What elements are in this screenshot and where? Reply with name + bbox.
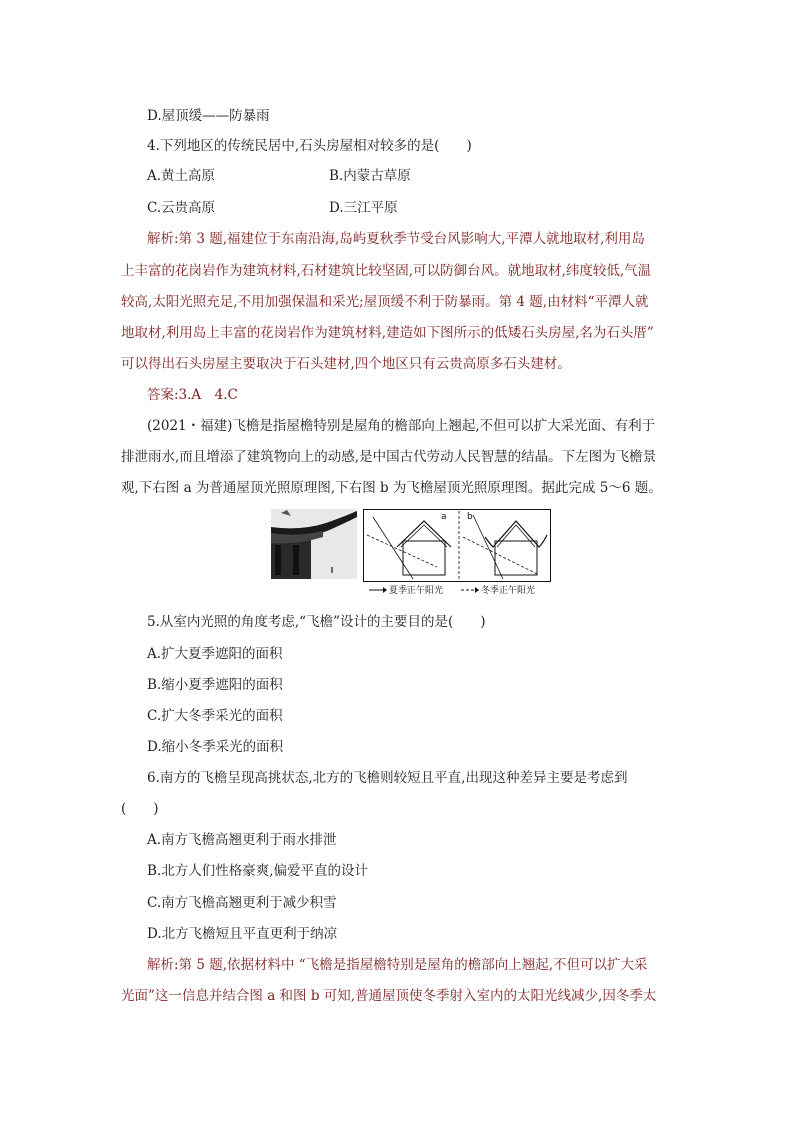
label-a: a xyxy=(441,512,447,522)
q5-option-a: A.扩大夏季遮阳的面积 xyxy=(147,646,283,662)
q4-option-c: C.云贵高原 xyxy=(147,200,216,216)
q5-option-b: B.缩小夏季遮阳的面积 xyxy=(147,677,283,693)
intro-line-1: (2021・福建)飞檐是指屋檐特别是屋角的檐部向上翘起,不但可以扩大采光面、有利于 xyxy=(147,418,656,434)
q4-option-b: B.内蒙古草原 xyxy=(329,168,411,184)
q4-stem: 4.下列地区的传统民居中,石头房屋相对较多的是( ) xyxy=(147,138,472,154)
intro-line-3: 观,下右图 a 为普通屋顶光照原理图,下右图 b 为飞檐屋顶光照原理图。据此完成 5～6 题。 xyxy=(121,480,662,496)
analysis-1-line-3: 较高,太阳光照充足,不用加强保温和采光;屋顶缓不利于防暴雨。第 4 题,由材料“平潭人就 xyxy=(121,294,649,310)
analysis-2-line-1: 解析:第 5 题,依据材料中 “飞檐是指屋檐特别是屋角的檐部向上翘起,不但可以扩大采 xyxy=(147,957,648,973)
figure xyxy=(271,509,551,597)
analysis-1-line-4: 地取材,利用岛上丰富的花岗岩作为建筑材料,建造如下图所示的低矮石头房屋,名为石头厝” xyxy=(121,325,654,341)
label-b: b xyxy=(467,512,473,522)
q6-option-c: C.南方飞檐高翘更利于减少积雪 xyxy=(147,895,337,911)
q6-option-a: A.南方飞檐高翘更利于雨水排泄 xyxy=(147,832,337,848)
analysis-1-line-1: 解析:第 3 题,福建位于东南沿海,岛屿夏秋季节受台风影响大,平潭人就地取材,利用岛 xyxy=(147,231,645,247)
q4-option-a: A.黄土高原 xyxy=(147,168,216,184)
q3-option-d: D.屋顶缓——防暴雨 xyxy=(147,108,270,124)
q5-stem: 5.从室内光照的角度考虑,“飞檐”设计的主要目的是( ) xyxy=(147,614,486,630)
q6-option-d: D.北方飞檐短且平直更利于纳凉 xyxy=(147,926,338,942)
q6-option-b: B.北方人们性格豪爽,偏爱平直的设计 xyxy=(147,863,369,879)
q4-option-d: D.三江平原 xyxy=(329,200,398,216)
analysis-1-line-2: 上丰富的花岗岩作为建筑材料,石材建筑比较坚固,可以防御台风。就地取材,纬度较低,气温 xyxy=(121,263,652,279)
intro-line-2: 排泄雨水,而且增添了建筑物向上的动感,是中国古代劳动人民智慧的结晶。下左图为飞檐景 xyxy=(121,449,657,465)
flying-eave-photo xyxy=(271,509,357,579)
q5-option-d: D.缩小冬季采光的面积 xyxy=(147,739,284,755)
analysis-2-line-2: 光面”这一信息并结合图 a 和图 b 可知,普通屋顶使冬季射入室内的太阳光线减少,因冬季太 xyxy=(121,988,657,1004)
roof-lighting-diagram xyxy=(363,509,551,597)
q6-stem-line-2: ( ) xyxy=(121,801,159,817)
legend-summer: 夏季正午阳光 xyxy=(389,586,444,596)
q6-stem-line-1: 6.南方的飞檐呈现高挑状态,北方的飞檐则较短且平直,出现这种差异主要是考虑到 xyxy=(147,770,628,786)
analysis-1-line-5: 可以得出石头房屋主要取决于石头建材,四个地区只有云贵高原多石头建材。 xyxy=(121,356,571,372)
legend-winter: 冬季正午阳光 xyxy=(481,586,536,596)
q5-option-c: C.扩大冬季采光的面积 xyxy=(147,708,283,724)
answer-1: 答案:3.A 4.C xyxy=(147,387,238,403)
